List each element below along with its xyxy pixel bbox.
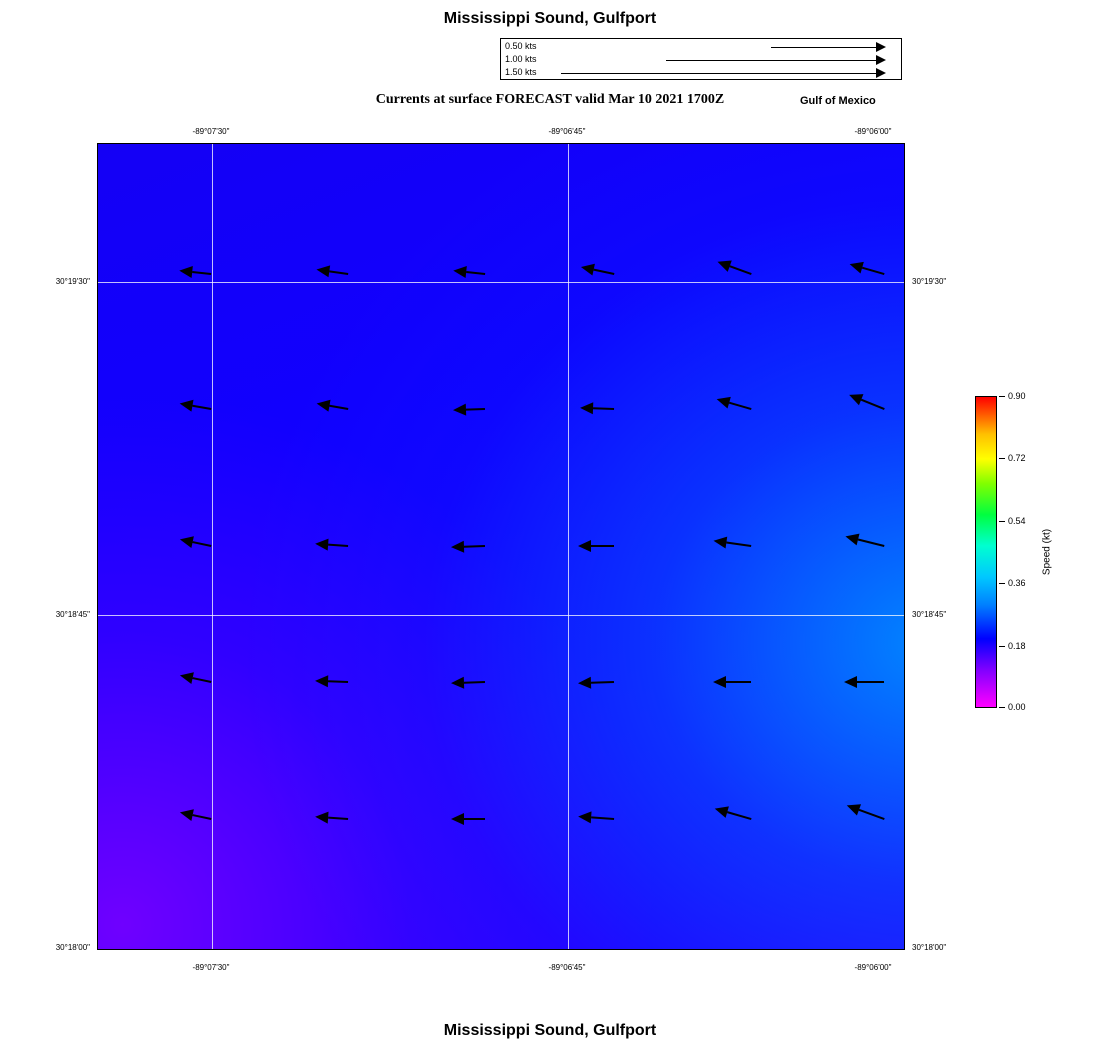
- arrow-shaft: [466, 408, 485, 410]
- y-tick-left-3: 30°18'00": [55, 943, 90, 952]
- arrow-shaft: [464, 545, 485, 547]
- y-tick-right-1: 30°19'30": [912, 277, 947, 286]
- arrow-head: [844, 531, 860, 546]
- colorbar-gradient: [975, 396, 997, 708]
- colorbar-tick-018: 0.18: [999, 641, 1026, 651]
- arrow-head: [315, 538, 329, 551]
- arrow-head: [712, 535, 727, 549]
- arrow-head: [451, 541, 464, 553]
- region-label: Gulf of Mexico: [800, 95, 876, 107]
- arrow-head: [578, 540, 591, 552]
- x-tick-top-2: -89°06'45": [548, 127, 586, 136]
- x-tick-top-1: -89°07'30": [192, 127, 230, 136]
- arrow-head: [452, 265, 466, 278]
- arrow-head: [580, 402, 593, 414]
- arrow-head: [578, 678, 591, 690]
- arrow-head: [315, 676, 328, 688]
- speed-colorbar: [975, 391, 1085, 712]
- vector-key-row: [501, 67, 901, 80]
- colorbar-axis-label: Speed (kt): [1041, 528, 1053, 576]
- gridline-horizontal: [98, 615, 904, 616]
- arrow-shaft: [593, 407, 614, 409]
- vector-key-row: [501, 41, 901, 54]
- vector-key-arrowhead: [876, 55, 886, 65]
- x-tick-bottom-1: -89°07'30": [192, 963, 230, 972]
- arrow-head: [713, 677, 726, 689]
- page-title: Mississippi Sound, Gulfport: [443, 10, 657, 27]
- y-tick-right-2: 30°18'45": [912, 610, 947, 619]
- colorbar-tick-072: 0.72: [999, 453, 1026, 463]
- colorbar-tick-036: 0.36: [999, 578, 1026, 588]
- colorbar-tick-000: 0.00: [999, 702, 1026, 712]
- footer-title: Mississippi Sound, Gulfport: [443, 1022, 657, 1039]
- x-tick-bottom-2: -89°06'45": [548, 963, 586, 972]
- x-tick-top-3: -89°06'00": [854, 127, 892, 136]
- vector-key-label-150: 1.50 kts: [505, 67, 537, 77]
- vector-key-shaft: [771, 47, 876, 48]
- arrow-head: [178, 265, 192, 278]
- vector-key-shaft: [561, 73, 876, 74]
- vector-scale-key: [500, 38, 902, 80]
- y-tick-right-3: 30°18'00": [912, 943, 947, 952]
- y-tick-left-2: 30°18'45": [55, 610, 90, 619]
- arrow-head: [451, 814, 464, 826]
- arrow-head: [844, 677, 857, 689]
- arrow-head: [578, 811, 592, 824]
- colorbar-tick-090: 0.90: [999, 391, 1026, 401]
- arrow-head: [178, 398, 193, 412]
- vector-key-arrowhead: [876, 42, 886, 52]
- vector-key-shaft: [666, 60, 876, 61]
- vector-key-row: [501, 54, 901, 67]
- gridline-vertical: [212, 144, 213, 949]
- vector-key-arrowhead: [876, 68, 886, 78]
- arrow-head: [315, 398, 330, 412]
- x-tick-bottom-3: -89°06'00": [854, 963, 892, 972]
- forecast-subtitle: Currents at surface FORECAST valid Mar 10 2021 1700Z: [375, 92, 725, 107]
- arrow-head: [451, 678, 464, 690]
- colorbar-tick-054: 0.54: [999, 516, 1026, 526]
- arrow-head: [315, 264, 330, 278]
- arrow-head: [178, 533, 193, 547]
- speed-shading-layer: [98, 144, 904, 949]
- gridline-vertical: [568, 144, 569, 949]
- vector-key-label-050: 0.50 kts: [505, 41, 537, 51]
- gridline-horizontal: [98, 282, 904, 283]
- vector-key-label-100: 1.00 kts: [505, 54, 537, 64]
- current-vector-map[interactable]: [97, 143, 905, 950]
- arrow-shaft: [464, 819, 485, 821]
- arrow-shaft: [591, 545, 614, 547]
- arrow-head: [315, 811, 329, 824]
- arrow-head: [453, 404, 466, 416]
- y-tick-left-1: 30°19'30": [55, 277, 90, 286]
